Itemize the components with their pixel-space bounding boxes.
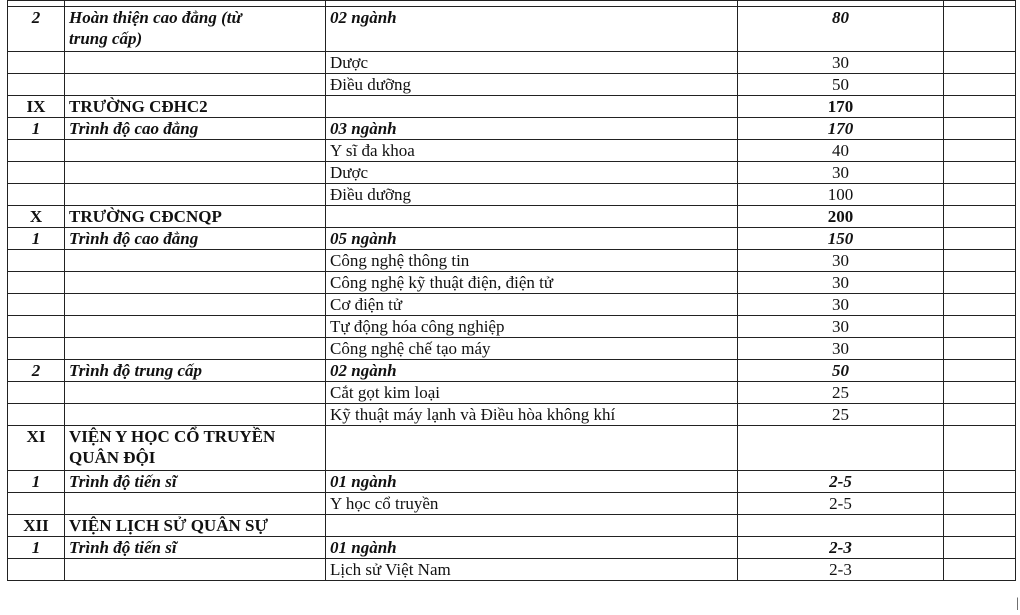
notes-cell [944, 206, 1016, 228]
notes-cell [944, 184, 1016, 206]
table-row-major [8, 493, 1016, 515]
program-level-name [65, 52, 326, 74]
program-level-name [65, 140, 326, 162]
program-level-name: Trình độ cao đẳng [65, 118, 326, 140]
major-name: Y học cổ truyền [326, 493, 738, 515]
quota-value [738, 515, 944, 537]
notes-cell [944, 360, 1016, 382]
quota-value: 30 [738, 162, 944, 184]
notes-cell [944, 74, 1016, 96]
program-level-name: Trình độ trung cấp [65, 360, 326, 382]
program-level-name [65, 184, 326, 206]
row-index [8, 140, 65, 162]
program-level-name [65, 250, 326, 272]
program-level-name [65, 338, 326, 360]
edge-mark: | [1016, 596, 1019, 611]
quota-value: 30 [738, 272, 944, 294]
major-count: 03 ngành [326, 118, 738, 140]
row-index [8, 162, 65, 184]
institution-name-line2: QUÂN ĐỘI [69, 448, 156, 467]
program-level-name [65, 272, 326, 294]
table-row-program-level [8, 471, 1016, 493]
notes-cell [944, 316, 1016, 338]
notes-cell [944, 338, 1016, 360]
quota-value: 25 [738, 404, 944, 426]
program-level-name-line2: trung cấp) [69, 29, 143, 48]
major-name: Y sĩ đa khoa [326, 140, 738, 162]
notes-cell [944, 250, 1016, 272]
table-row-institution [8, 515, 1016, 537]
row-index [8, 316, 65, 338]
row-index: 2 [8, 7, 65, 52]
table-row-major [8, 272, 1016, 294]
program-level-name [65, 294, 326, 316]
table-row-major [8, 338, 1016, 360]
row-index: XI [8, 426, 65, 471]
major-name: Lịch sử Việt Nam [326, 559, 738, 581]
quota-value: 2-3 [738, 537, 944, 559]
table-row-program-level [8, 537, 1016, 559]
table-row-program-level [8, 360, 1016, 382]
major-name: Công nghệ thông tin [326, 250, 738, 272]
row-index: XII [8, 515, 65, 537]
program-level-name: Trình độ tiến sĩ [65, 471, 326, 493]
major-name: Cơ điện tử [326, 294, 738, 316]
quota-value [738, 426, 944, 471]
notes-cell [944, 52, 1016, 74]
table-row-institution [8, 96, 1016, 118]
major-count [326, 96, 738, 118]
table-row-program-level [8, 118, 1016, 140]
notes-cell [944, 471, 1016, 493]
notes-cell [944, 426, 1016, 471]
table-row-major [8, 316, 1016, 338]
notes-cell [944, 515, 1016, 537]
table-row-major [8, 250, 1016, 272]
quota-value: 170 [738, 96, 944, 118]
row-index [8, 382, 65, 404]
major-name: Công nghệ kỹ thuật điện, điện tử [326, 272, 738, 294]
table-row-major [8, 382, 1016, 404]
table-body [8, 1, 1016, 581]
major-name: Kỹ thuật máy lạnh và Điều hòa không khí [326, 404, 738, 426]
table-row-major [8, 74, 1016, 96]
quota-value: 170 [738, 118, 944, 140]
quota-value: 50 [738, 74, 944, 96]
program-level-name [65, 7, 326, 52]
quota-value: 150 [738, 228, 944, 250]
quota-value: 2-3 [738, 559, 944, 581]
quota-value: 100 [738, 184, 944, 206]
notes-cell [944, 493, 1016, 515]
major-count [326, 206, 738, 228]
institution-name: VIỆN LỊCH SỬ QUÂN SỰ [65, 515, 326, 537]
program-level-name [65, 316, 326, 338]
quota-value: 40 [738, 140, 944, 162]
program-level-name: Trình độ tiến sĩ [65, 537, 326, 559]
table-row-program-level [8, 228, 1016, 250]
row-index: 1 [8, 228, 65, 250]
major-name: Điều dưỡng [326, 184, 738, 206]
institution-name: TRƯỜNG CĐCNQP [65, 206, 326, 228]
major-count [326, 515, 738, 537]
row-index: IX [8, 96, 65, 118]
quota-value: 50 [738, 360, 944, 382]
notes-cell [944, 96, 1016, 118]
row-index: 1 [8, 537, 65, 559]
row-index: X [8, 206, 65, 228]
major-count: 01 ngành [326, 537, 738, 559]
program-level-name [65, 162, 326, 184]
table-row-major [8, 184, 1016, 206]
program-level-name-line1: Hoàn thiện cao đẳng (từ [69, 8, 242, 27]
table-row-program-level [8, 7, 1016, 52]
row-index [8, 52, 65, 74]
major-name: Điều dưỡng [326, 74, 738, 96]
program-level-name [65, 493, 326, 515]
enrollment-table [7, 0, 1016, 581]
notes-cell [944, 162, 1016, 184]
notes-cell [944, 118, 1016, 140]
program-level-name [65, 559, 326, 581]
quota-value: 2-5 [738, 471, 944, 493]
quota-value: 30 [738, 294, 944, 316]
major-name: Công nghệ chế tạo máy [326, 338, 738, 360]
major-count: 02 ngành [326, 360, 738, 382]
quota-value: 80 [738, 7, 944, 52]
table-row-major [8, 294, 1016, 316]
major-name: Tự động hóa công nghiệp [326, 316, 738, 338]
notes-cell [944, 272, 1016, 294]
row-index [8, 493, 65, 515]
quota-value: 30 [738, 250, 944, 272]
notes-cell [944, 140, 1016, 162]
row-index: 2 [8, 360, 65, 382]
quota-value: 200 [738, 206, 944, 228]
institution-name [65, 426, 326, 471]
table-row-major [8, 559, 1016, 581]
program-level-name: Trình độ cao đẳng [65, 228, 326, 250]
major-count: 02 ngành [326, 7, 738, 52]
major-count: 05 ngành [326, 228, 738, 250]
enrollment-table-container [7, 0, 1015, 581]
quota-value: 30 [738, 52, 944, 74]
table-row-major [8, 140, 1016, 162]
notes-cell [944, 559, 1016, 581]
row-index [8, 338, 65, 360]
row-index [8, 74, 65, 96]
row-index [8, 404, 65, 426]
major-name: Cắt gọt kim loại [326, 382, 738, 404]
row-index: 1 [8, 471, 65, 493]
row-index [8, 294, 65, 316]
table-row-major [8, 52, 1016, 74]
notes-cell [944, 7, 1016, 52]
institution-name: TRƯỜNG CĐHC2 [65, 96, 326, 118]
notes-cell [944, 382, 1016, 404]
table-row-institution [8, 206, 1016, 228]
program-level-name [65, 74, 326, 96]
quota-value: 30 [738, 316, 944, 338]
major-count [326, 426, 738, 471]
program-level-name [65, 382, 326, 404]
row-index [8, 559, 65, 581]
row-index [8, 250, 65, 272]
major-name: Dược [326, 162, 738, 184]
quota-value: 2-5 [738, 493, 944, 515]
institution-name-line1: VIỆN Y HỌC CỔ TRUYỀN [69, 427, 276, 446]
notes-cell [944, 294, 1016, 316]
major-count: 01 ngành [326, 471, 738, 493]
program-level-name [65, 404, 326, 426]
row-index [8, 272, 65, 294]
notes-cell [944, 537, 1016, 559]
table-row-major [8, 404, 1016, 426]
notes-cell [944, 228, 1016, 250]
row-index [8, 184, 65, 206]
table-row-institution [8, 426, 1016, 471]
quota-value: 25 [738, 382, 944, 404]
quota-value: 30 [738, 338, 944, 360]
notes-cell [944, 404, 1016, 426]
row-index: 1 [8, 118, 65, 140]
table-row-major [8, 162, 1016, 184]
major-name: Dược [326, 52, 738, 74]
